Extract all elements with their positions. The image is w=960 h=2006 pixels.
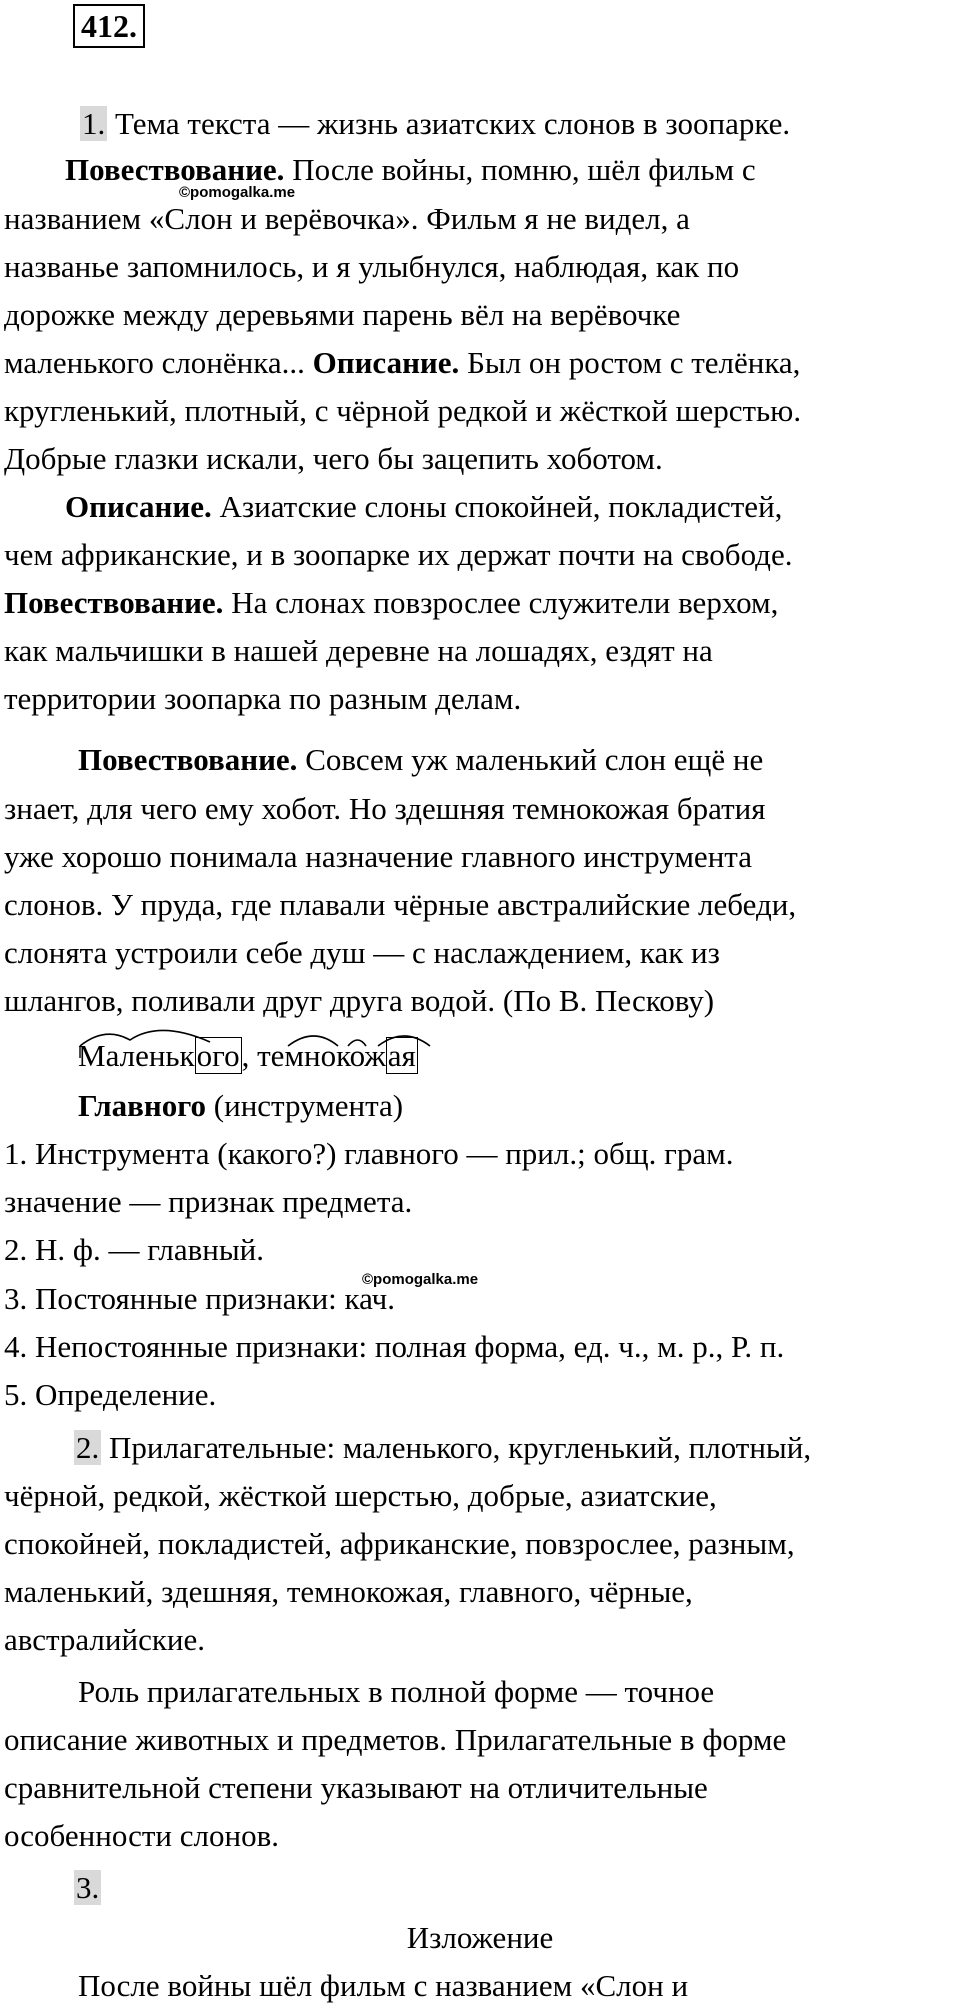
text-line: территории зоопарка по разным делам. — [4, 681, 522, 716]
text-line: чёрной, редкой, жёсткой шерстью, добрые, азиатские, — [4, 1478, 717, 1513]
watermark: ©pomogalka.me — [179, 184, 296, 201]
text-line: шлангов, поливали друг друга водой. (По В. Пескову) — [4, 983, 715, 1018]
text-line — [74, 1868, 101, 1908]
text-line: Повествование. После войны, помню, шёл фильм с — [65, 152, 756, 187]
text-line: слонов. У пруда, где плавали чёрные австралийские лебеди, — [4, 887, 797, 922]
section-heading: Изложение — [406, 1920, 554, 1955]
text-line: знает, для чего ему хобот. Но здешняя темнокожая братия — [4, 791, 766, 826]
word-temnokozhaya: темнокожая — [257, 1038, 416, 1073]
text-line: слонята устроили себе душ — с наслаждением, как из — [4, 935, 720, 970]
part3-label: 3. — [76, 1870, 100, 1905]
ending-box: ая — [387, 1038, 416, 1073]
text-line: 5. Определение. — [4, 1377, 217, 1412]
text-line: 4. Непостоянные признаки: полная форма, ед. ч., м. р., Р. п. — [4, 1329, 785, 1364]
root-arc — [288, 1036, 338, 1046]
text-line: чем африканские, и в зоопарке их держат почти на свободе. — [4, 537, 793, 572]
text-line: дорожке между деревьями парень вёл на верёвочке — [4, 297, 681, 332]
text-line: 2. Прилагательные: маленького, кругленький, плотный, — [76, 1430, 812, 1465]
stem: Маленьк — [78, 1038, 195, 1073]
text-line: Описание. Азиатские слоны спокойней, покладистей, — [65, 489, 783, 524]
text-line: названье запомнилось, и я улыбнулся, наблюдая, как по — [4, 249, 740, 284]
connecting-vowel: о — [320, 1038, 337, 1073]
text-line: 2. Н. ф. — главный. — [4, 1232, 264, 1267]
task-number: 412. — [73, 4, 145, 48]
text-line: Добрые глазки искали, чего бы зацепить хоботом. — [4, 441, 663, 476]
text-line: 1. Тема текста — жизнь азиатских слонов в зоопарке. — [82, 106, 791, 141]
text-line: уже хорошо понимала назначение главного инструмента — [4, 839, 752, 874]
part1-label: 1. — [82, 106, 106, 141]
text-line: После войны шёл фильм с названием «Слон и — [78, 1968, 689, 2003]
connecting-vowel-arc — [348, 1040, 366, 1046]
text-line: кругленький, плотный, с чёрной редкой и жёсткой шерстью. — [4, 393, 802, 428]
text-line: значение — признак предмета. — [4, 1184, 413, 1219]
text-line: особенности слонов. — [4, 1818, 279, 1853]
text-line: Повествование. На слонах повзрослее служители верхом, — [4, 585, 779, 620]
text-line: спокойней, покладистей, африканские, повзрослее, разным, — [4, 1526, 795, 1561]
text-line: маленького слонёнка... Описание. Был он ростом с телёнка, — [4, 345, 801, 380]
text-line: австралийские. — [4, 1622, 206, 1657]
root-arc — [378, 1036, 430, 1046]
text-line: Роль прилагательных в полной форме — точное — [78, 1674, 715, 1709]
text-line: названием «Слон и верёвочка». Фильм я не видел, а — [4, 201, 690, 236]
text-line: маленький, здешняя, темнокожая, главного, чёрные, — [4, 1574, 693, 1609]
text-line: 3. Постоянные признаки: кач. — [4, 1281, 395, 1316]
morpheme-analysis: Маленького, темнокожая — [78, 1038, 416, 1073]
text-line: как мальчишки в нашей деревне на лошадях, ездят на — [4, 633, 713, 668]
part2-label: 2. — [76, 1430, 100, 1465]
text-line: описание животных и предметов. Прилагательные в форме — [4, 1722, 787, 1757]
text-line: Повествование. Совсем уж маленький слон ещё не — [78, 742, 764, 777]
ending-box: ого — [196, 1038, 240, 1073]
root-arc — [80, 1030, 210, 1046]
watermark: ©pomogalka.me — [362, 1271, 479, 1288]
text-line: Главного (инструмента) — [78, 1088, 404, 1123]
text-line: сравнительной степени указывают на отличительные — [4, 1770, 708, 1805]
text-line: 1. Инструмента (какого?) главного — прил.; общ. грам. — [4, 1136, 734, 1171]
